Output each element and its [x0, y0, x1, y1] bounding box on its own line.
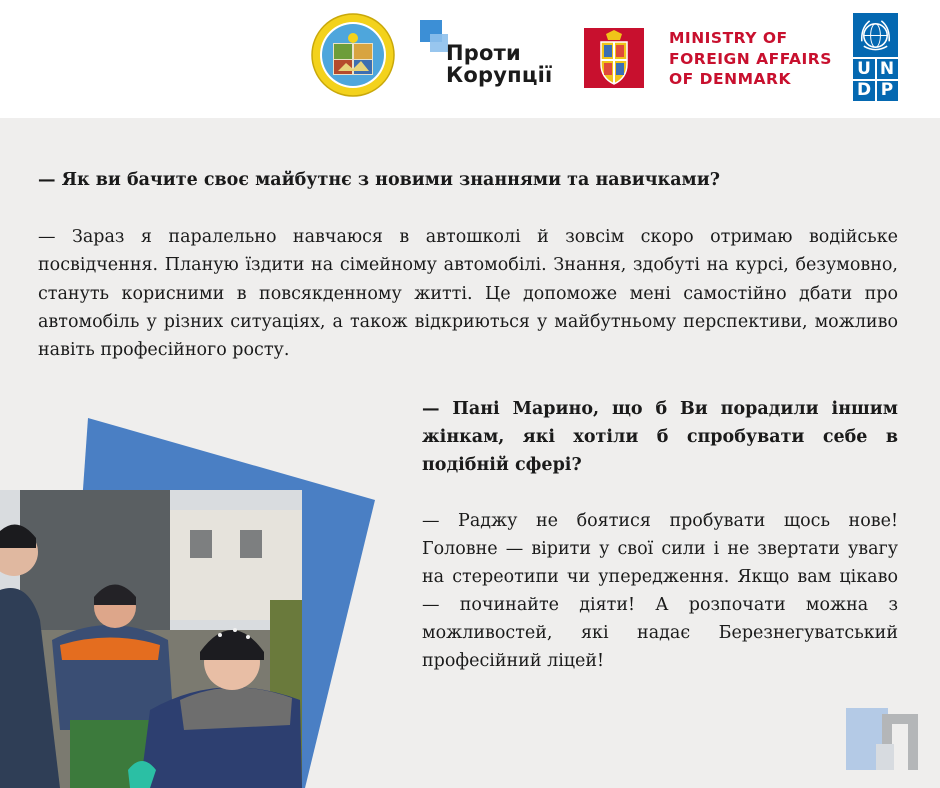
- community-seal-icon: [311, 13, 395, 97]
- undp-letter-p: P: [880, 80, 894, 100]
- answer-1: — Зараз я паралельно навчаюся в автошколі й зовсім скоро отримаю водійське посвідчення. Планую їздити на сімейному автомобілі. Знання, здобуті на курсі, безумовно, стануть корисними в повсякденному житті. Це допоможе мені самостійно дбати про автомобіль у різних ситуаціях, а також відкриються у майбутньому перспективи, можливо навіть професійного росту.: [38, 227, 898, 361]
- undp-logo: [853, 13, 898, 101]
- koruptsii-word: Корупції: [446, 63, 553, 87]
- question-2: — Пані Марино, що б Ви порадили іншим жінкам, які хотіли б спробувати себе в подібній сфері?: [422, 399, 898, 475]
- answer-2: — Раджу не боятися пробувати щось нове! Головне — вірити у свої сили і не звертати увагу на стереотипи чи упередження. Якщо вам цікаво — починайте діяти! А розпочати можна з можливостей, які надає Березнегуватський професійний ліцей!: [422, 511, 898, 671]
- denmark-mfa-text: MINISTRY OF FOREIGN AFFAIRS OF DENMARK: [669, 29, 832, 88]
- corner-logo-icon: [846, 700, 924, 776]
- un-globe-icon: [856, 16, 895, 55]
- undp-letter-u: U: [857, 59, 871, 79]
- undp-letter-d: D: [856, 80, 872, 100]
- logo-header: [0, 0, 940, 118]
- workshop-photo: [0, 490, 302, 788]
- proty-koruptsii-text: [446, 42, 552, 86]
- proty-koruptsii-logo: [420, 20, 570, 90]
- question-1: — Як ви бачите своє майбутнє з новими знаннями та навичками?: [38, 170, 720, 190]
- danish-coat-of-arms-icon: [584, 28, 644, 88]
- undp-letter-n: N: [879, 59, 895, 79]
- photo-block: [0, 410, 380, 788]
- proty-word: Проти: [446, 41, 521, 65]
